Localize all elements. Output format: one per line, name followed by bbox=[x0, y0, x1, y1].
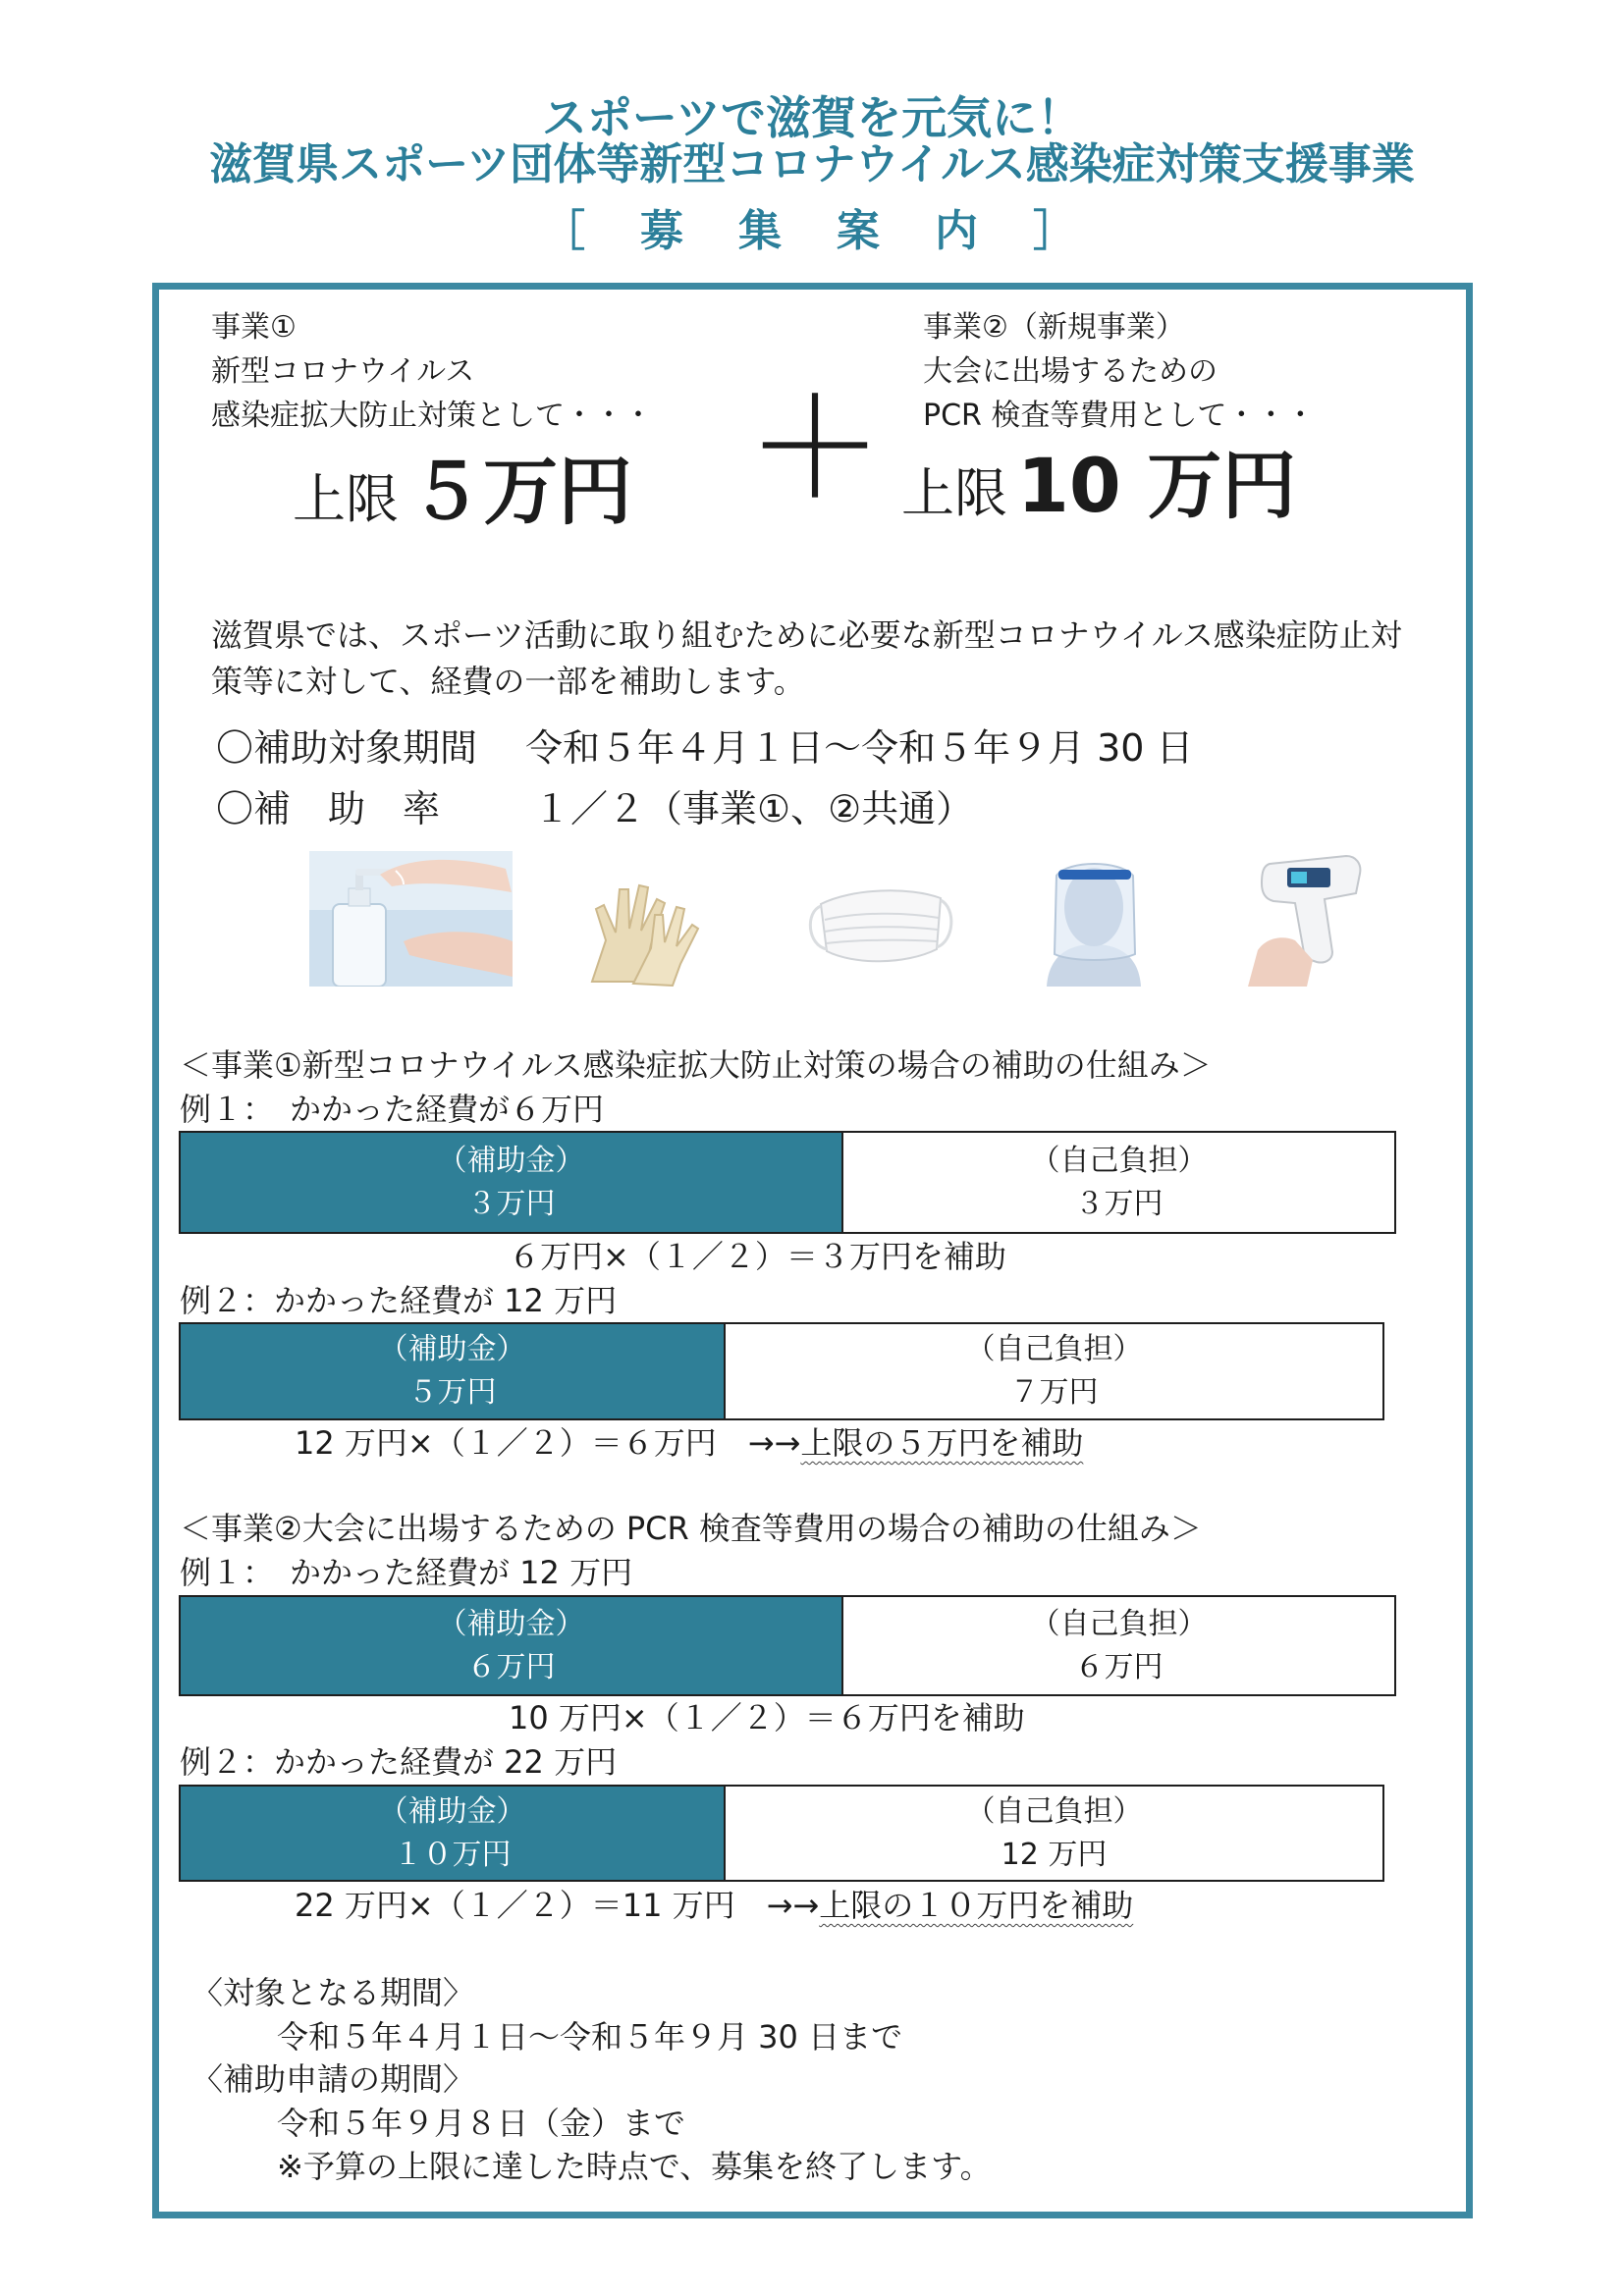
business-2-block bbox=[923, 305, 1315, 438]
section-2-example-2-label: 例２：かかった経費が 22 万円 bbox=[180, 1743, 618, 1781]
section-2-example-1-label: 例１： かかった経費が 12 万円 bbox=[180, 1554, 633, 1591]
subsidy-cell bbox=[181, 1787, 726, 1880]
mask-icon bbox=[803, 869, 957, 977]
self-pay-label: （自己負担） bbox=[965, 1793, 1143, 1829]
title-line-2: 滋賀県スポーツ団体等新型コロナウイルス感染症対策支援事業 bbox=[209, 139, 1415, 189]
self-pay-cell bbox=[726, 1787, 1382, 1880]
subsidy-label: （補助金） bbox=[437, 1143, 585, 1178]
business-1-line-1: 新型コロナウイルス bbox=[211, 354, 475, 389]
section-1-example-2-bar bbox=[179, 1322, 1384, 1420]
section-1-example-1-label: 例１： かかった経費が６万円 bbox=[180, 1091, 605, 1128]
section-2-example-1-formula bbox=[509, 1700, 1025, 1735]
subsidy-amount: ５万円 bbox=[407, 1375, 497, 1410]
subsidy-cell bbox=[181, 1324, 726, 1418]
self-pay-label: （自己負担） bbox=[1030, 1143, 1208, 1178]
self-pay-amount: ３万円 bbox=[1074, 1186, 1164, 1221]
subsidy-cell bbox=[181, 1133, 843, 1232]
face-shield-icon bbox=[1039, 846, 1149, 987]
subsidy-label: （補助金） bbox=[437, 1606, 585, 1641]
self-pay-cell bbox=[843, 1597, 1394, 1694]
formula-text: 22 万円×（１／２）＝11 万円 →→ bbox=[295, 1887, 820, 1924]
section-1-example-1-bar bbox=[179, 1131, 1396, 1234]
target-period-heading: 〈対象となる期間〉 bbox=[191, 1974, 475, 2011]
subsidy-amount: １０万円 bbox=[393, 1837, 512, 1872]
title-recruitment: ［ 募 集 案 内 ］ bbox=[542, 206, 1082, 256]
intro-paragraph bbox=[211, 613, 1402, 705]
section-2-example-2-bar bbox=[179, 1785, 1384, 1882]
business-2-limit-prefix: 上限 bbox=[901, 462, 1007, 524]
formula-text: 12 万円×（１／２）＝６万円 →→ bbox=[295, 1424, 801, 1462]
gloves-icon bbox=[582, 864, 704, 987]
subsidy-label: （補助金） bbox=[378, 1332, 526, 1366]
business-1-limit-prefix: 上限 bbox=[293, 468, 399, 530]
application-period-heading: 〈補助申請の期間〉 bbox=[191, 2060, 475, 2098]
formula-text: ６万円×（１／２）＝３万円を補助 bbox=[509, 1238, 1006, 1275]
section-1-example-2-formula bbox=[295, 1425, 1083, 1461]
rate-value: １／２（事業①、②共通） bbox=[533, 787, 974, 830]
formula-note: 上限の１０万円を補助 bbox=[819, 1887, 1134, 1924]
period-label: 〇補助対象期間 bbox=[216, 726, 478, 770]
subsidy-amount: ３万円 bbox=[466, 1186, 556, 1221]
self-pay-amount: ６万円 bbox=[1074, 1649, 1164, 1684]
self-pay-label: （自己負担） bbox=[1030, 1606, 1208, 1641]
self-pay-amount: 12 万円 bbox=[1001, 1837, 1108, 1872]
business-1-limit-amount: ５万円 bbox=[408, 448, 632, 535]
section-2-heading: ＜事業②大会に出場するための PCR 検査等費用の場合の補助の仕組み＞ bbox=[180, 1510, 1202, 1547]
business-2-label: 事業②（新規事業） bbox=[923, 310, 1185, 345]
self-pay-label: （自己負担） bbox=[965, 1332, 1143, 1366]
section-1-heading: ＜事業①新型コロナウイルス感染症拡大防止対策の場合の補助の仕組み＞ bbox=[180, 1046, 1212, 1084]
section-1-example-2-label: 例２：かかった経費が 12 万円 bbox=[180, 1282, 618, 1319]
thermometer-icon bbox=[1230, 844, 1370, 987]
intro-line-2: 策等に対して、経費の一部を補助します。 bbox=[211, 663, 805, 700]
business-2-limit bbox=[901, 442, 1296, 530]
self-pay-cell bbox=[726, 1324, 1382, 1418]
business-2-limit-amount: 10 万円 bbox=[1017, 442, 1297, 529]
subsidy-label: （補助金） bbox=[378, 1793, 526, 1829]
business-1-limit bbox=[293, 448, 632, 536]
application-period-value: 令和５年９月８日（金）まで bbox=[277, 2105, 686, 2142]
period-value: 令和５年４月１日～令和５年９月 30 日 bbox=[525, 726, 1194, 770]
target-period-value: 令和５年４月１日～令和５年９月 30 日まで bbox=[277, 2018, 903, 2056]
business-2-line-1: 大会に出場するための bbox=[923, 354, 1218, 389]
subsidy-amount: ６万円 bbox=[466, 1649, 556, 1684]
section-1-example-1-formula bbox=[509, 1239, 1006, 1274]
business-1-line-2: 感染症拡大防止対策として・・・ bbox=[211, 399, 653, 433]
business-2-line-2: PCR 検査等費用として・・・ bbox=[923, 399, 1316, 433]
formula-text: 10 万円×（１／２）＝６万円を補助 bbox=[509, 1699, 1025, 1736]
self-pay-amount: ７万円 bbox=[1009, 1375, 1099, 1410]
intro-line-1: 滋賀県では、スポーツ活動に取り組むために必要な新型コロナウイルス感染症防止対 bbox=[211, 616, 1402, 654]
budget-note: ※予算の上限に達した時点で、募集を終了します。 bbox=[277, 2148, 992, 2185]
hand-sanitizer-icon bbox=[309, 851, 513, 987]
section-2-example-1-bar bbox=[179, 1595, 1396, 1696]
self-pay-cell bbox=[843, 1133, 1394, 1232]
title-line-1: スポーツで滋賀を元気に！ bbox=[541, 91, 1083, 144]
subsidy-cell bbox=[181, 1597, 843, 1694]
business-1-block bbox=[211, 305, 653, 438]
plus-sign: ＋ bbox=[746, 369, 885, 529]
rate-label: 〇補 助 率 bbox=[216, 787, 441, 830]
business-1-label: 事業① bbox=[211, 310, 297, 345]
section-2-example-2-formula bbox=[295, 1888, 1133, 1923]
formula-note: 上限の５万円を補助 bbox=[800, 1424, 1084, 1462]
